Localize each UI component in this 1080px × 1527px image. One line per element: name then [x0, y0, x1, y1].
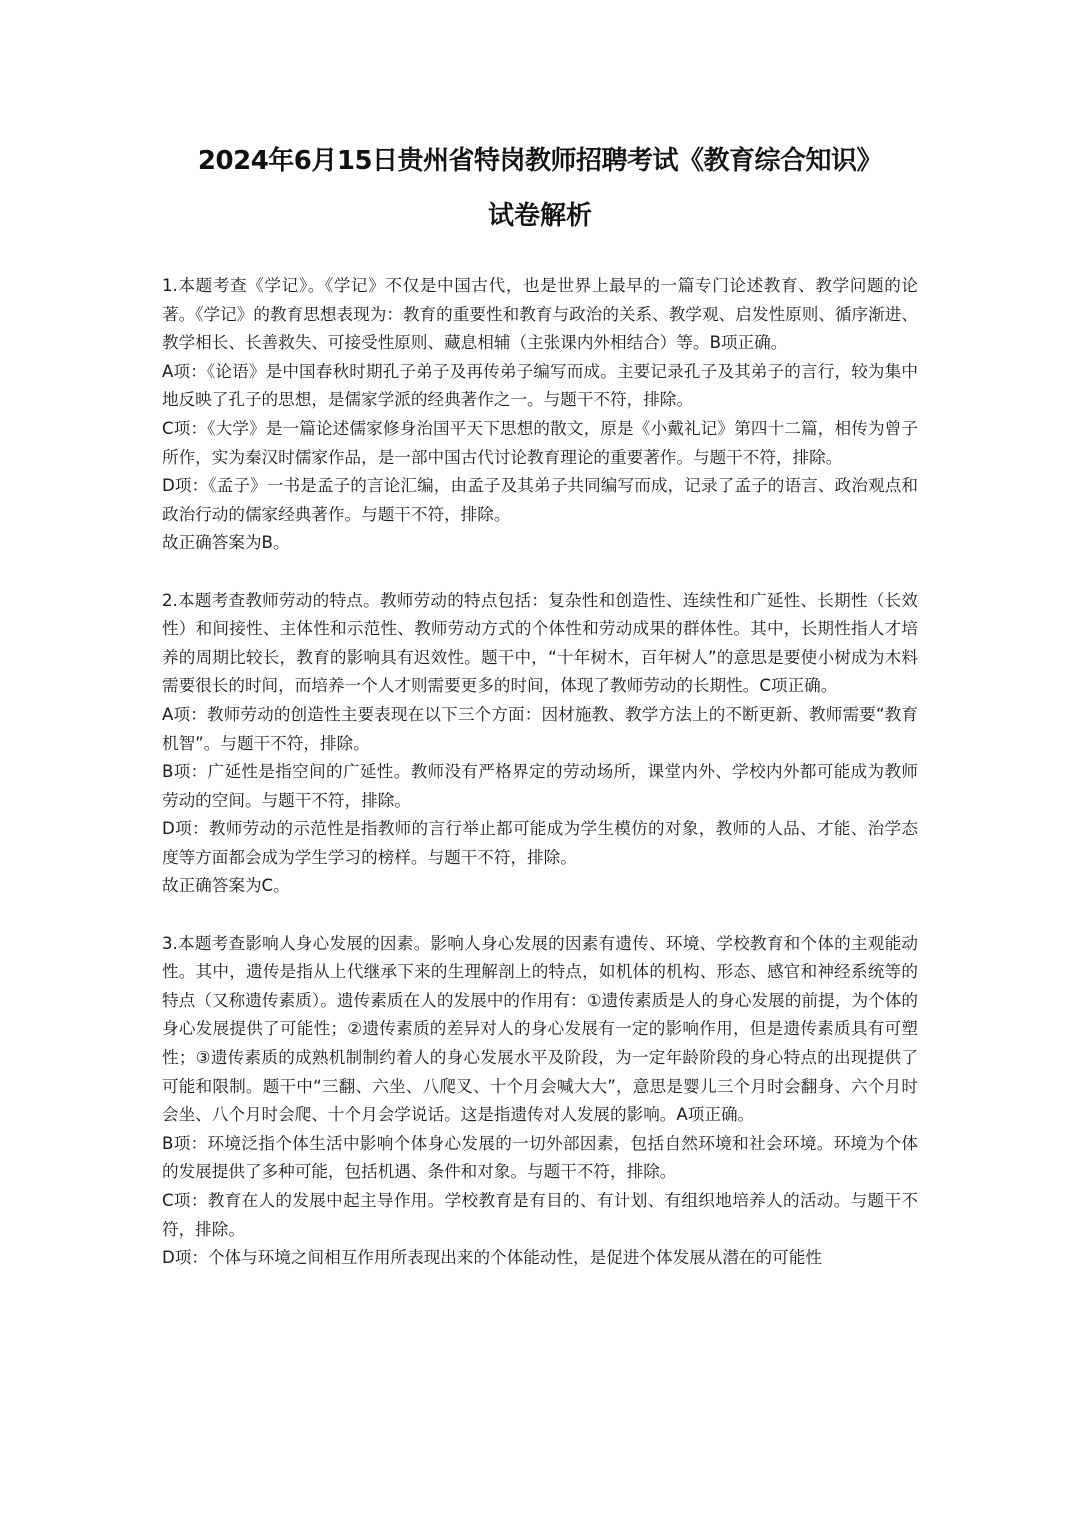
q2-explanation: 2.本题考查教师劳动的特点。教师劳动的特点包括：复杂性和创造性、连续性和广延性、长期性（长效性）和间接性、主体性和示范性、教师劳动方式的个体性和劳动成果的群体性。其中，长期性指人才培养的周期比较长，教育的影响具有迟效性。题干中，“十年树木，百年树人”的意思是要使小树成为木料需要很长的时间，而培养一个人才则需要更多的时间，体现了教师劳动的长期性。C项正确。 — [162, 590, 918, 696]
document-subtitle: 试卷解析 — [487, 201, 592, 231]
q3-option-c: C项：教育在人的发展中起主导作用。学校教育是有目的、有计划、有组织地培养人的活动。与题干不符，排除。 — [162, 1191, 918, 1239]
document-body — [162, 272, 918, 1273]
q1-option-c: C项：《大学》是一篇论述儒家修身治国平天下思想的散文，原是《小戴礼记》第四十二篇，相传为曾子所作，实为秦汉时儒家作品，是一部中国古代讨论教育理论的重要著作。与题干不符，排除。 — [162, 418, 918, 467]
q2-option-d: D项：教师劳动的示范性是指教师的言行举止都可能成为学生模仿的对象，教师的人品、才能、治学态度等方面都会成为学生学习的榜样。与题干不符，排除。 — [162, 819, 918, 867]
q1-option-d: D项：《孟子》一书是孟子的言论汇编，由孟子及其弟子共同编写而成，记录了孟子的语言、政治观点和政治行动的儒家经典著作。与题干不符，排除。 — [162, 476, 918, 524]
paragraph-gap — [162, 901, 918, 930]
q2-answer: 故正确答案为C。 — [162, 876, 290, 896]
document-title: 2024年6月15日贵州省特岗教师招聘考试《教育综合知识》 — [197, 146, 883, 176]
q3-option-b: B项：环境泛指个体生活中影响个体身心发展的一切外部因素，包括自然环境和社会环境。环境为个体的发展提供了多种可能，包括机遇、条件和对象。与题干不符，排除。 — [162, 1133, 918, 1182]
q1-answer: 故正确答案为B。 — [162, 533, 290, 553]
q2-option-b: B项：广延性是指空间的广延性。教师没有严格界定的劳动场所，课堂内外、学校内外都可能成为教师劳动的空间。与题干不符，排除。 — [162, 762, 918, 810]
q1-option-a: A项：《论语》是中国春秋时期孔子弟子及再传弟子编写而成。主要记录孔子及其弟子的言行，较为集中地反映了孔子的思想，是儒家学派的经典著作之一。与题干不符，排除。 — [162, 361, 918, 410]
q2-option-a: A项：教师劳动的创造性主要表现在以下三个方面：因材施教、教学方法上的不断更新、教师需要“教育机智”。与题干不符，排除。 — [162, 704, 918, 753]
q3-option-d: D项：个体与环境之间相互作用所表现出来的个体能动性，是促进个体发展从潜在的可能性 — [162, 1248, 822, 1268]
q3-explanation: 3.本题考查影响人身心发展的因素。影响人身心发展的因素有遗传、环境、学校教育和个体的主观能动性。其中，遗传是指从上代继承下来的生理解剖上的特点，如机体的机构、形态、感官和神经系统等的特点（又称遗传素质）。遗传素质在人的发展中的作用有：①遗传素质是人的身心发展的前提，为个体的身心发展提供了可能性；②遗传素质的差异对人的身心发展有一定的影响作用，但是遗传素质具有可塑性；③遗传素质的成熟机制制约着人的身心发展水平及阶段，为一定年龄阶段的身心特点的出现提供了可能和限制。题干中“三翻、六坐、八爬叉、十个月会喊大大”，意思是婴儿三个月时会翻身、六个月时会坐、八个月时会爬、十个月会学说话。这是指遗传对人发展的影响。A项正确。 — [162, 933, 918, 1125]
paragraph-gap — [162, 558, 918, 587]
q1-explanation: 1.本题考查《学记》。《学记》不仅是中国古代，也是世界上最早的一篇专门论述教育、教学问题的论著。《学记》的教育思想表现为：教育的重要性和教育与政治的关系、教学观、启发性原则、循序渐进、教学相长、长善救失、可接受性原则、藏息相辅（主张课内外相结合）等。B项正确。 — [162, 276, 918, 353]
